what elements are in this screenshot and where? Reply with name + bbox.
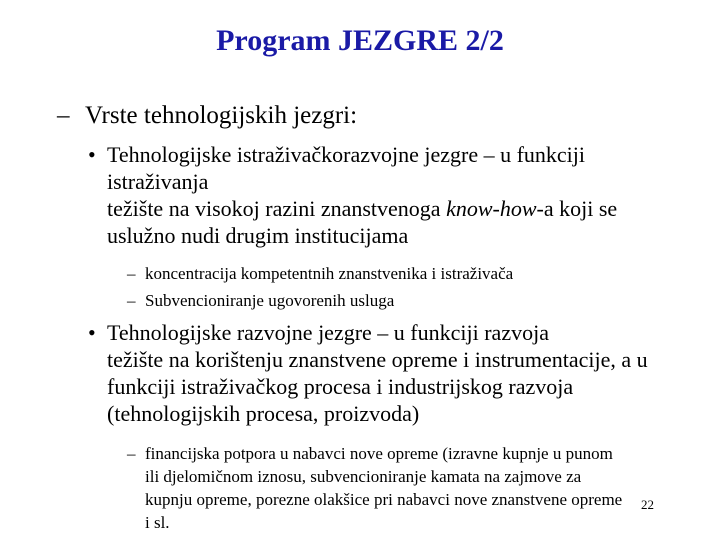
sub-line4: i sl. [145,513,170,532]
bullet-marker: • [88,142,96,167]
sub-dash: – [127,291,136,310]
bullet1-line4: uslužno nudi drugim institucijama [107,223,409,248]
level1-dash: – [57,102,70,129]
page-number: 22 [641,497,654,512]
bullet1-line1: Tehnologijske istraživačkorazvojne jezgre – u funkciji [107,142,586,167]
bullet2-line4: (tehnologijskih procesa, proizvoda) [107,401,420,426]
level1-text: Vrste tehnologijskih jezgri: [85,102,358,129]
bullet-research-cores [88,141,707,249]
sub-line3: kupnju opreme, porezne olakšice pri nabavci nove znanstvene opreme [145,490,623,509]
bullet2-line1: Tehnologijske razvojne jezgre – u funkciji razvoja [107,320,549,345]
level1-item [57,102,357,130]
bullet1-line3 [107,195,707,222]
bullet1-line2: istraživanja [107,169,209,194]
bullet1-line3-post: -a koji se [536,196,618,221]
bullet2-line2: težište na korištenju znanstvene opreme i instrumentacije, a u [107,347,648,372]
sub-item-text: Subvencioniranje ugovorenih usluga [145,291,395,310]
sub-item-subsidies [127,289,705,312]
slide-title: Program JEZGRE 2/2 [216,24,504,57]
sub-line2: ili djelomičnom iznosu, subvencioniranje kamata na zajmove za [145,467,582,486]
sub-item-text: koncentracija kompetentnih znanstvenika i istraživača [145,264,514,283]
sub-item-financial-support [127,442,710,534]
sub-line1: financijska potpora u nabavci nove opreme (izravne kupnje u punom [145,444,613,463]
bullet1-line3-pre: težište na visokoj razini znanstvenoga [107,196,447,221]
bullet-development-cores [88,319,712,427]
sub-dash: – [127,444,136,463]
bullet-marker: • [88,320,96,345]
bullet2-line3: funkciji istraživačkog procesa i industrijskog razvoja [107,374,574,399]
bullet1-line3-emphasis: know-how [446,196,537,221]
sub-item-concentration [127,262,705,285]
sub-dash: – [127,264,136,283]
